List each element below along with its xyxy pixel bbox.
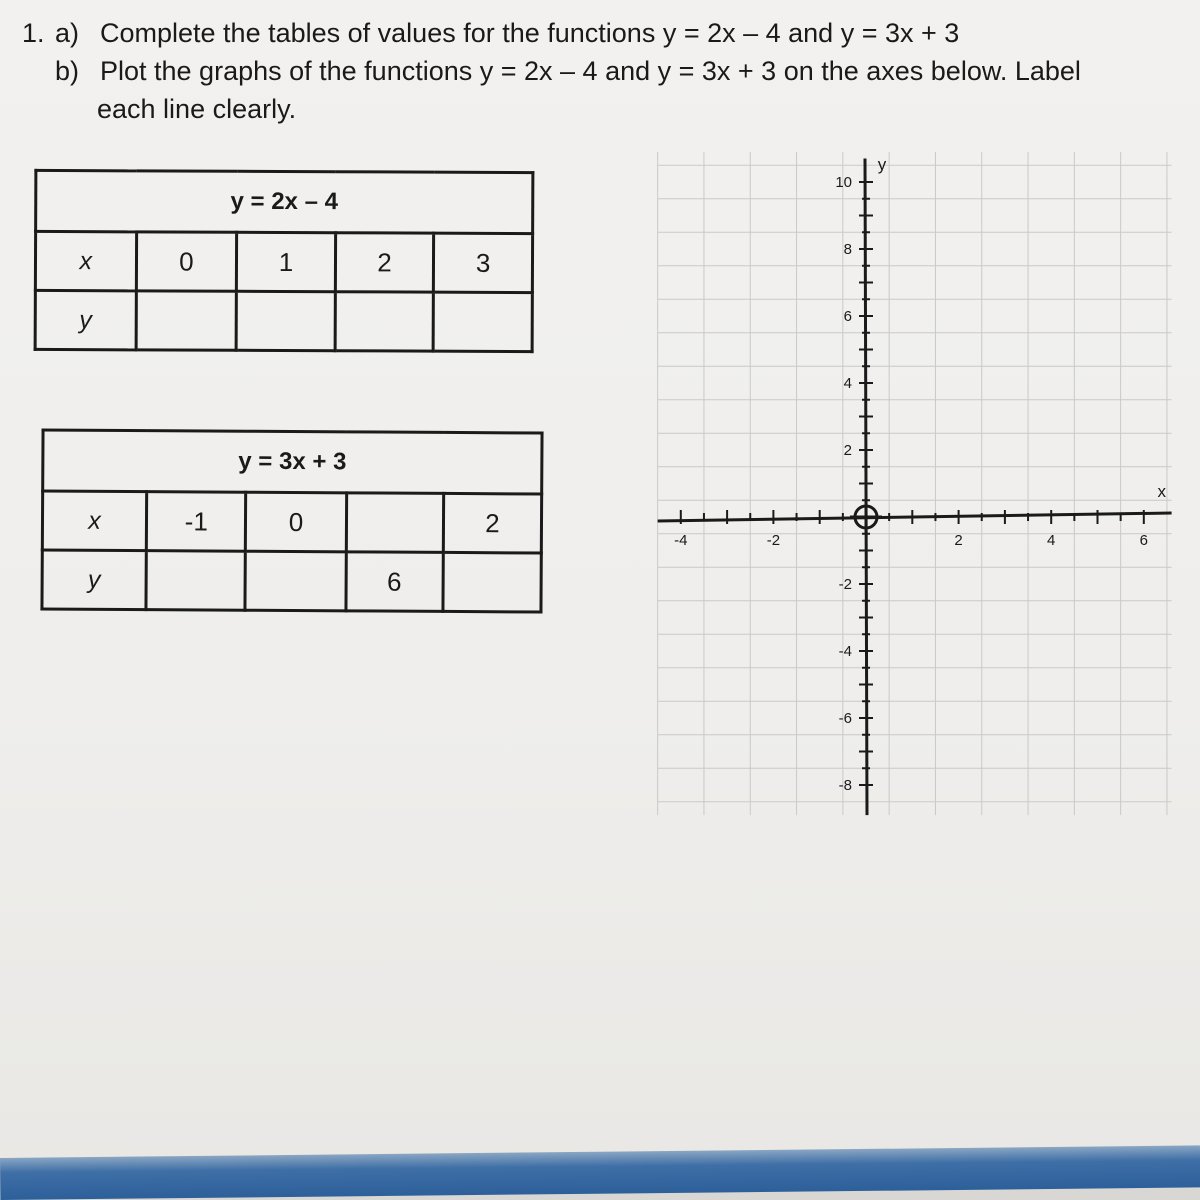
y-tick-label: 2	[843, 442, 852, 459]
x-value-cell: 2	[443, 493, 542, 553]
y-value-cell: 6	[346, 552, 444, 612]
x-axis-label: x	[1157, 482, 1167, 501]
y-tick-label: -6	[838, 710, 852, 727]
x-row-header: x	[42, 491, 147, 551]
y-tick-label: -2	[838, 576, 852, 593]
part-a-label: a)	[55, 18, 80, 48]
x-value-cell: 0	[246, 492, 347, 552]
y-tick-label: 4	[843, 375, 852, 392]
x-row-header: x	[35, 231, 136, 290]
x-tick-label: 4	[1047, 532, 1056, 549]
y-tick-label: 8	[843, 241, 852, 258]
x-value-cell: 3	[434, 233, 533, 292]
part-b-instruction-line2: each line clearly.	[97, 94, 297, 124]
x-tick-label: -4	[674, 532, 688, 549]
part-b-label: b)	[55, 56, 80, 86]
x-value-cell: 2	[335, 233, 434, 292]
x-value-cell: -1	[147, 492, 247, 552]
y-row-header: y	[35, 290, 136, 349]
x-axis-line	[658, 513, 1172, 521]
y-tick-label: -8	[838, 777, 852, 794]
part-a-instruction: Complete the tables of values for the functions y = 2x – 4 and y = 3x + 3	[100, 18, 960, 48]
y-tick-label: 10	[835, 174, 852, 191]
grid	[658, 152, 1172, 815]
axes-lines	[658, 159, 1172, 816]
x-tick-label: 2	[954, 532, 963, 549]
table-title: y = 2x – 4	[36, 170, 533, 233]
y-axis-line	[865, 159, 867, 816]
table-title: y = 3x + 3	[43, 430, 542, 494]
y-tick-label: -4	[838, 643, 852, 660]
x-tick-label: -2	[766, 532, 781, 549]
y-axis-label: y	[877, 155, 887, 174]
x-tick-label: 6	[1139, 532, 1148, 549]
y-row-header: y	[42, 550, 147, 610]
part-b-instruction-line1: Plot the graphs of the functions y = 2x – 4 and y = 3x + 3 on the axes below. Label	[100, 56, 1081, 86]
x-value-cell: 0	[136, 232, 237, 291]
axis-labels	[674, 155, 1166, 794]
x-value-cell: 1	[237, 232, 336, 291]
question-number: 1.	[22, 18, 45, 48]
y-tick-label: 6	[843, 308, 852, 325]
